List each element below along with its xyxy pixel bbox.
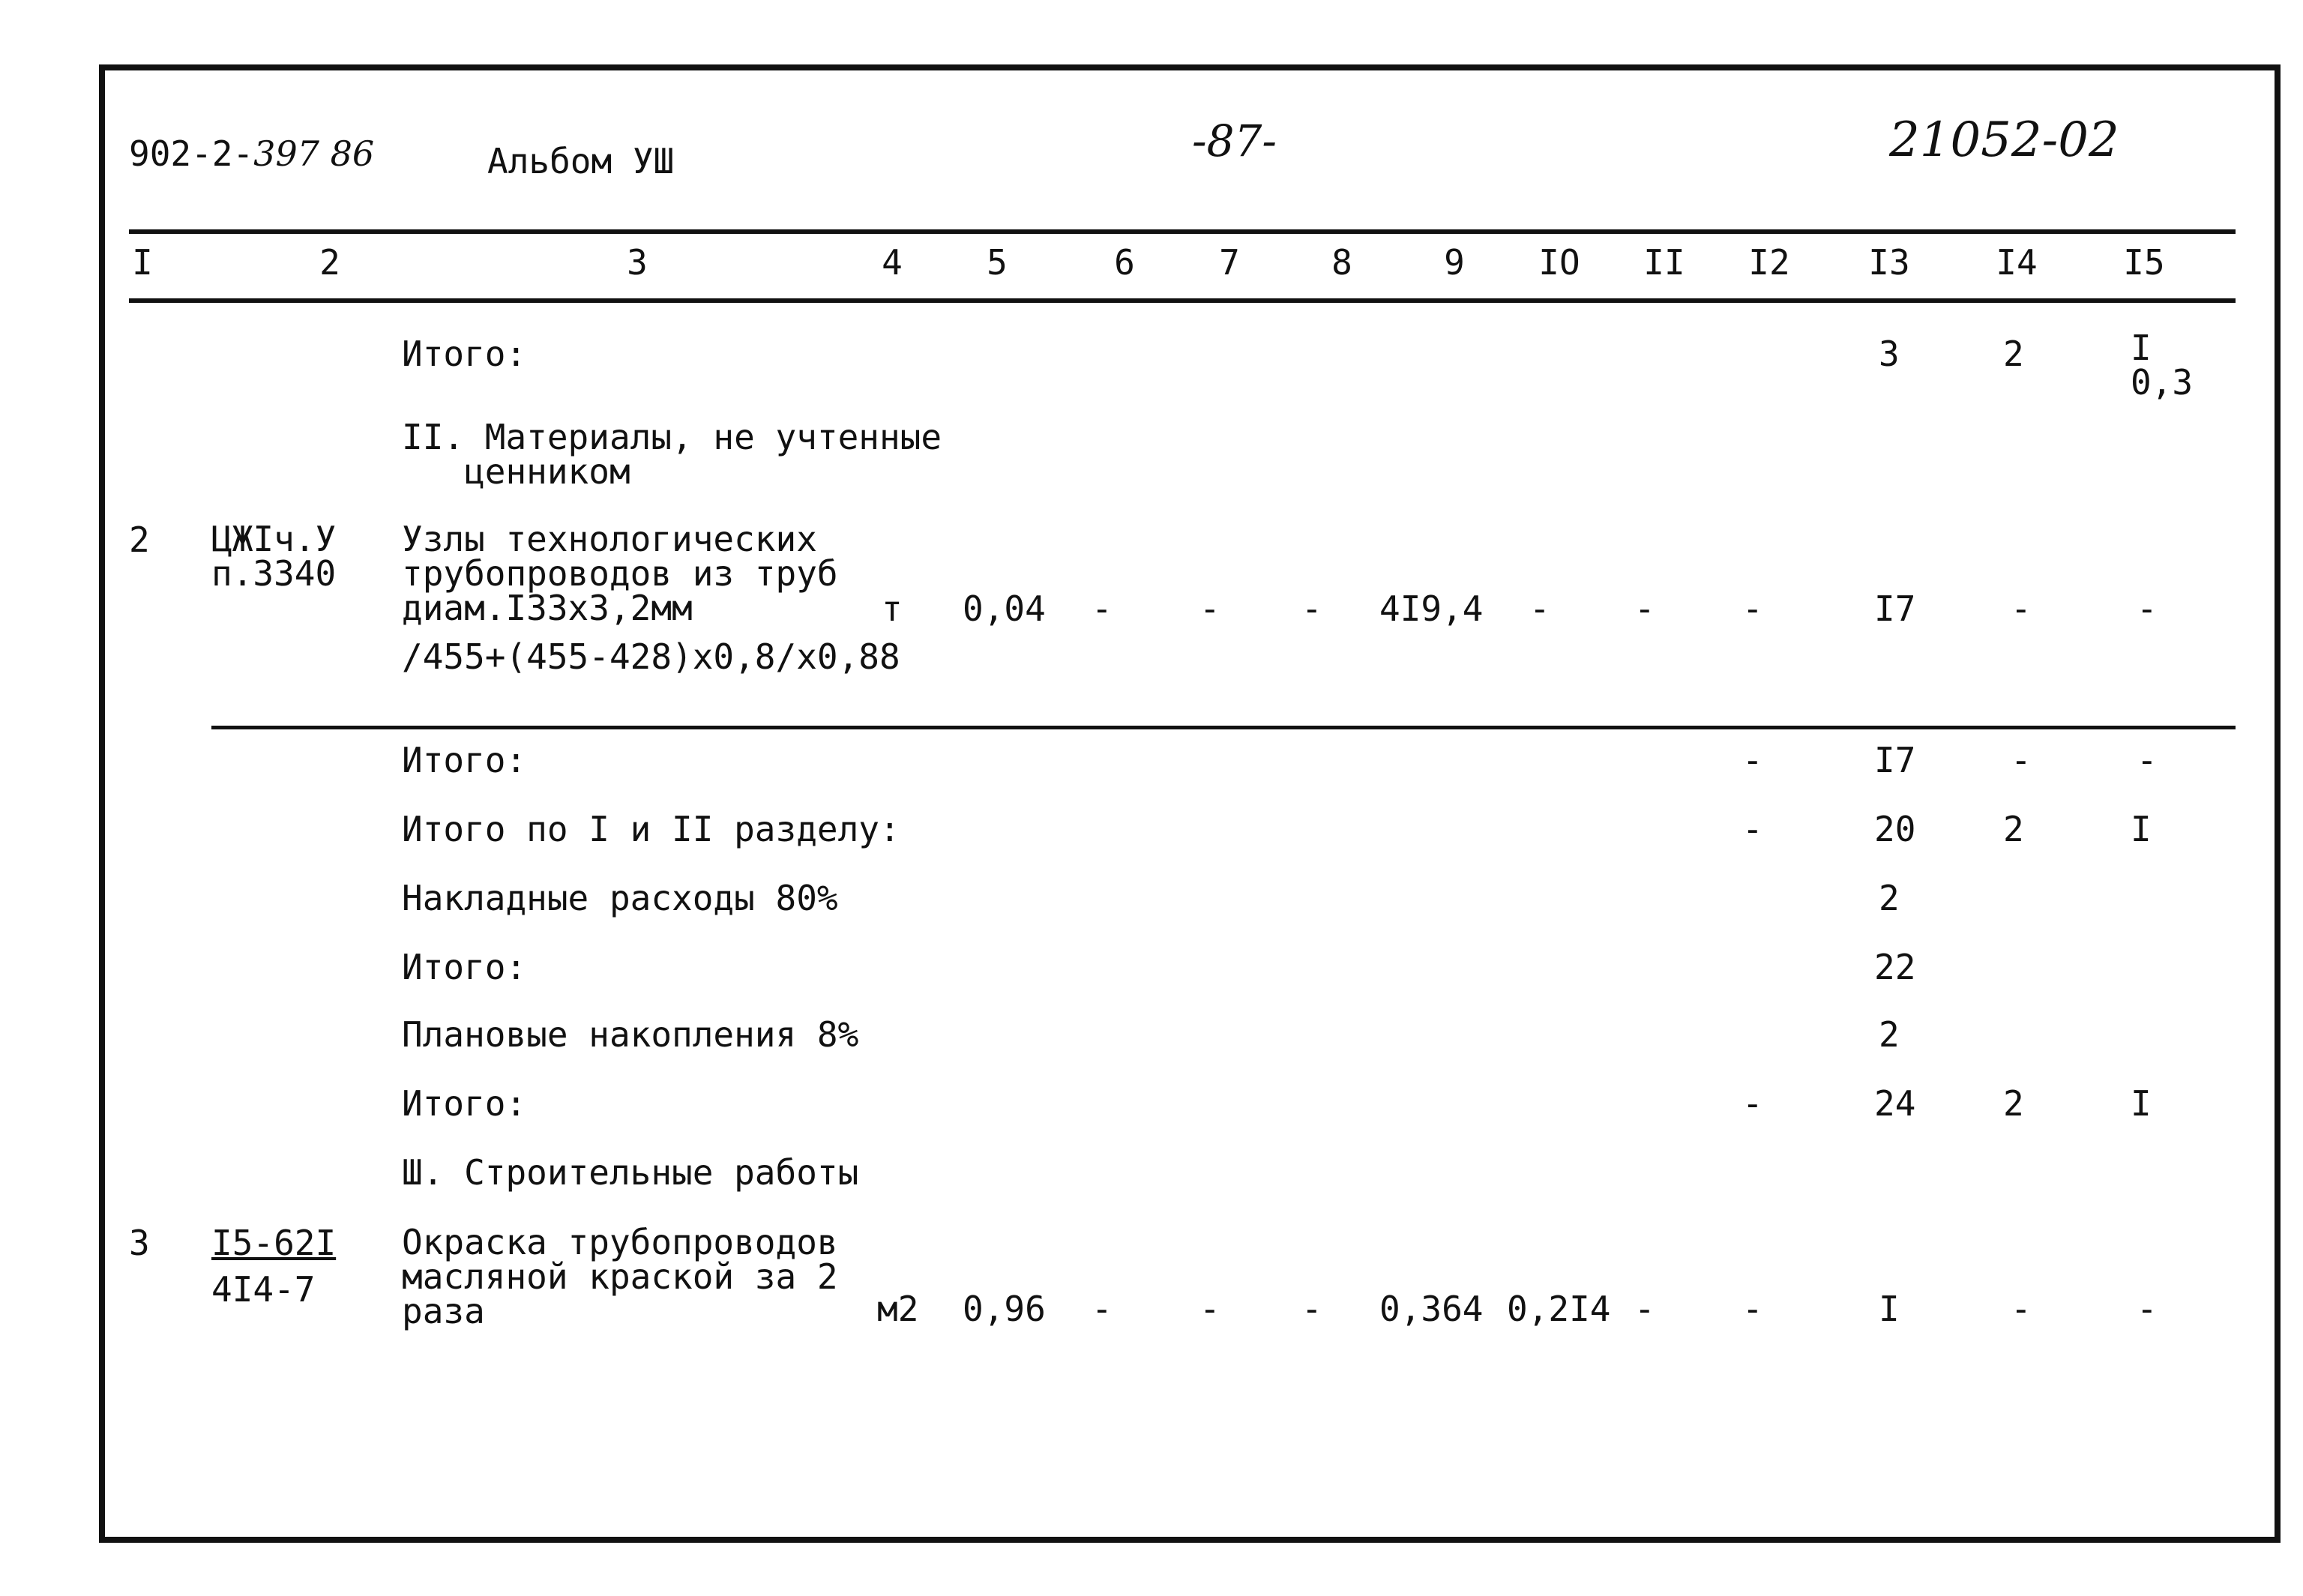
cell-col11: -: [1634, 1289, 1655, 1329]
doc-code: [129, 133, 374, 174]
cell-col13: I: [1879, 1289, 1900, 1329]
cell-col15: I: [2131, 1083, 2152, 1124]
cell-col13: I7: [1874, 588, 1916, 629]
cell-col12: -: [1742, 740, 1763, 780]
col-header: 3: [627, 242, 648, 283]
cell-col13: 20: [1874, 809, 1916, 849]
cell-col8: -: [1301, 1289, 1322, 1329]
cell-col9: 4I9,4: [1379, 588, 1484, 629]
col-header: 7: [1219, 242, 1240, 283]
section-title: II. Материалы, не учтенные ценником: [402, 417, 942, 492]
cell-col15: 0,3: [2131, 362, 2194, 403]
cell-col7: -: [1199, 588, 1220, 629]
col-header: 4: [882, 242, 903, 283]
cell-col15: -: [2137, 588, 2158, 629]
doc-code-handwritten: 397 86: [253, 133, 375, 174]
cell-col15: I: [2131, 809, 2152, 849]
cell-col11: -: [1634, 588, 1655, 629]
cell-unit: м2: [877, 1289, 919, 1329]
cell-col9: 0,364: [1379, 1289, 1484, 1329]
row-label: Итого по I и II разделу:: [402, 809, 900, 849]
section-divider: [211, 726, 2236, 729]
cell-col10: -: [1529, 588, 1550, 629]
cell-col13: 24: [1874, 1083, 1916, 1124]
col-header: 2: [319, 242, 340, 283]
cell-col15: I: [2131, 328, 2152, 368]
cell-col13: 2: [1879, 878, 1900, 918]
cell-col14: -: [2011, 1289, 2032, 1329]
row-formula: /455+(455-428)x0,8/x0,88: [402, 636, 900, 677]
cell-col12: -: [1742, 1083, 1763, 1124]
cell-col7: -: [1199, 1289, 1220, 1329]
cell-col13: 22: [1874, 947, 1916, 987]
col-header: I: [132, 242, 153, 283]
page-number: -87-: [1192, 115, 1277, 166]
row-label: Итого:: [402, 334, 527, 374]
doc-code-printed: 902-2-: [129, 133, 254, 174]
cell-col14: 2: [2003, 809, 2024, 849]
cell-col15: -: [2137, 740, 2158, 780]
cell-col5: 0,04: [963, 588, 1046, 629]
col-header: 5: [987, 242, 1008, 283]
cell-col12: -: [1742, 588, 1763, 629]
cell-col13: I7: [1874, 740, 1916, 780]
col-header: IO: [1538, 242, 1580, 283]
row-code: ЦЖIч.У п.3340: [211, 519, 337, 594]
cell-col14: -: [2011, 588, 2032, 629]
cell-col14: 2: [2003, 1083, 2024, 1124]
cell-col10: 0,2I4: [1507, 1289, 1611, 1329]
col-header: I2: [1748, 242, 1790, 283]
section-title: Ш. Строительные работы: [402, 1152, 859, 1193]
cell-col13: 3: [1879, 334, 1900, 374]
row-description: Узлы технологических трубопроводов из труб диам.I33x3,2мм: [402, 519, 838, 628]
header-top-rule: [129, 229, 2236, 234]
cell-col6: -: [1092, 588, 1113, 629]
album-label: Альбом УШ: [487, 141, 675, 181]
row-label: Итого:: [402, 947, 527, 987]
col-header: I3: [1868, 242, 1910, 283]
col-header: II: [1643, 242, 1685, 283]
cell-col14: 2: [2003, 334, 2024, 374]
cell-col14: -: [2011, 740, 2032, 780]
row-label: Итого:: [402, 740, 527, 780]
row-number: 2: [129, 520, 150, 560]
col-header: 6: [1114, 242, 1135, 283]
cell-col5: 0,96: [963, 1289, 1046, 1329]
row-code-denominator: 4I4-7: [211, 1269, 316, 1310]
row-code-numerator: I5-62I: [211, 1223, 337, 1263]
col-header: I5: [2123, 242, 2165, 283]
row-number: 3: [129, 1223, 150, 1263]
project-number: 21052-02: [1889, 112, 2119, 168]
cell-col12: -: [1742, 809, 1763, 849]
cell-col15: -: [2137, 1289, 2158, 1329]
row-label: Накладные расходы 80%: [402, 878, 838, 918]
col-header: I4: [1996, 242, 2038, 283]
cell-col8: -: [1301, 588, 1322, 629]
header-bottom-rule: [129, 298, 2236, 303]
cell-col13: 2: [1879, 1014, 1900, 1055]
col-header: 9: [1444, 242, 1465, 283]
col-header: 8: [1331, 242, 1352, 283]
cell-col12: -: [1742, 1289, 1763, 1329]
row-description: Окраска трубопроводов масляной краской за 2 раза: [402, 1222, 838, 1331]
cell-col6: -: [1092, 1289, 1113, 1329]
cell-unit: т: [882, 588, 903, 629]
row-label: Итого:: [402, 1083, 527, 1124]
row-label: Плановые накопления 8%: [402, 1014, 859, 1055]
